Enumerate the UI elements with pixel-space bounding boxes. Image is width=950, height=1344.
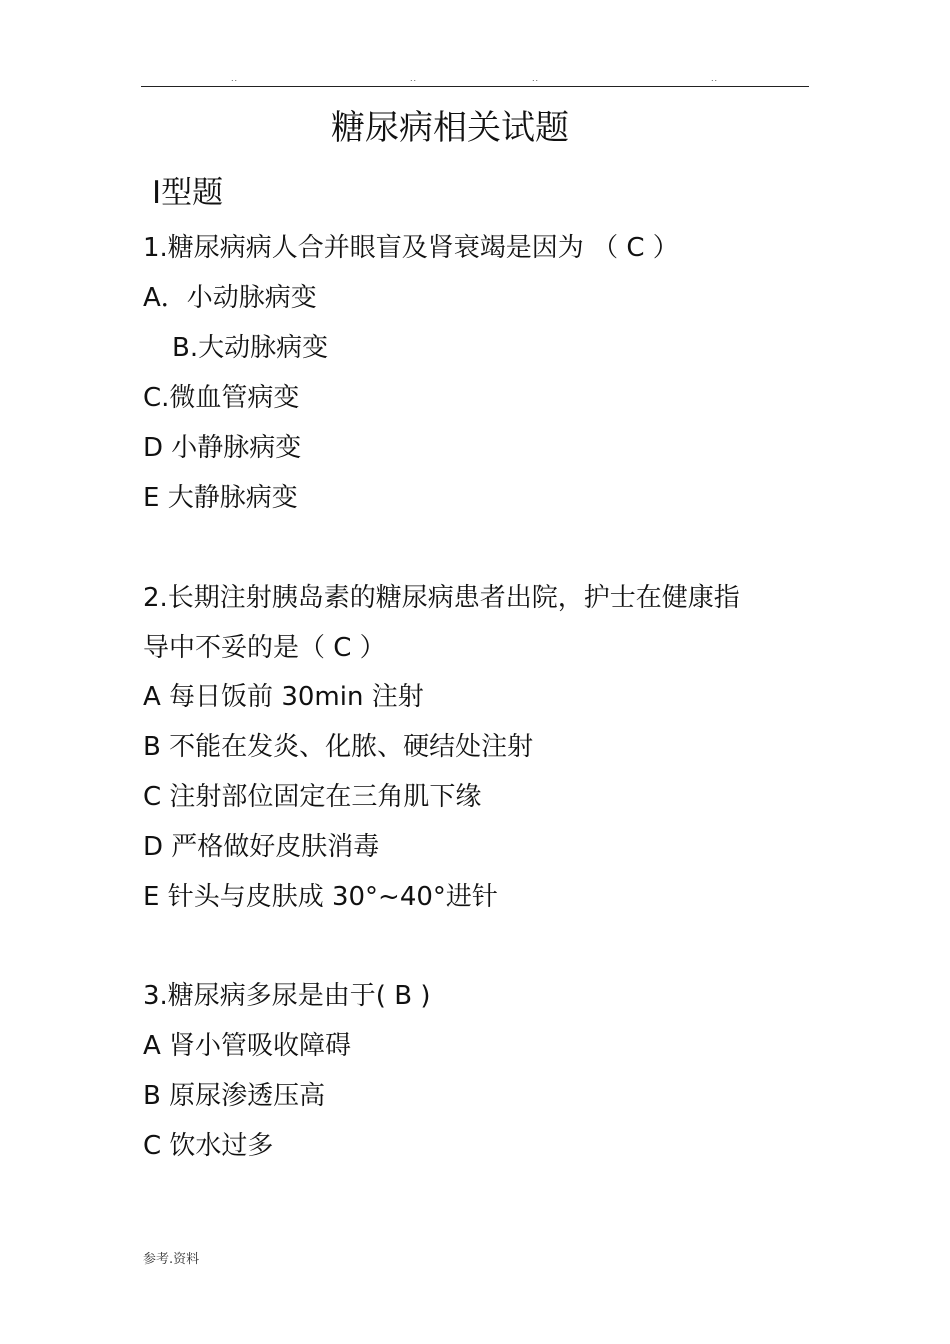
question-3-option-c: C 饮水过多 <box>143 1131 274 1161</box>
header-mark: .. <box>231 74 239 83</box>
question-2-stem-line2: 导中不妥的是（ C ） <box>143 633 386 663</box>
document-title: 糖尿病相关试题 <box>331 108 569 148</box>
question-1-option-c: C.微血管病变 <box>143 383 300 413</box>
header-mark: .. <box>410 74 418 83</box>
question-2-option-b: B 不能在发炎、化脓、硬结处注射 <box>143 732 534 762</box>
question-1-option-a: A．小动脉病变 <box>143 283 317 313</box>
question-1-option-e: E 大静脉病变 <box>143 483 298 513</box>
question-2-option-a: A 每日饭前 30min 注射 <box>143 682 424 712</box>
question-1-stem: 1.糖尿病病人合并眼盲及肾衰竭是因为 （ C ） <box>143 233 679 263</box>
section-title: Ⅰ型题 <box>152 175 224 211</box>
question-1-option-b: B.大动脉病变 <box>172 333 329 363</box>
question-1-option-d: D 小静脉病变 <box>143 433 302 463</box>
question-2-option-d: D 严格做好皮肤消毒 <box>143 832 380 862</box>
header-divider <box>141 86 809 87</box>
question-3-stem: 3.糖尿病多尿是由于( B ) <box>143 981 431 1011</box>
footer-note: 参考.资料 <box>143 1252 200 1267</box>
question-2-option-c: C 注射部位固定在三角肌下缘 <box>143 782 482 812</box>
question-2-stem-line1: 2.长期注射胰岛素的糖尿病患者出院，护士在健康指 <box>143 583 740 613</box>
question-2-option-e: E 针头与皮肤成 30°~40°进针 <box>143 882 498 912</box>
header-mark: .. <box>711 74 719 83</box>
question-3-option-a: A 肾小管吸收障碍 <box>143 1031 352 1061</box>
header-mark: .. <box>532 74 540 83</box>
question-3-option-b: B 原尿渗透压高 <box>143 1081 326 1111</box>
